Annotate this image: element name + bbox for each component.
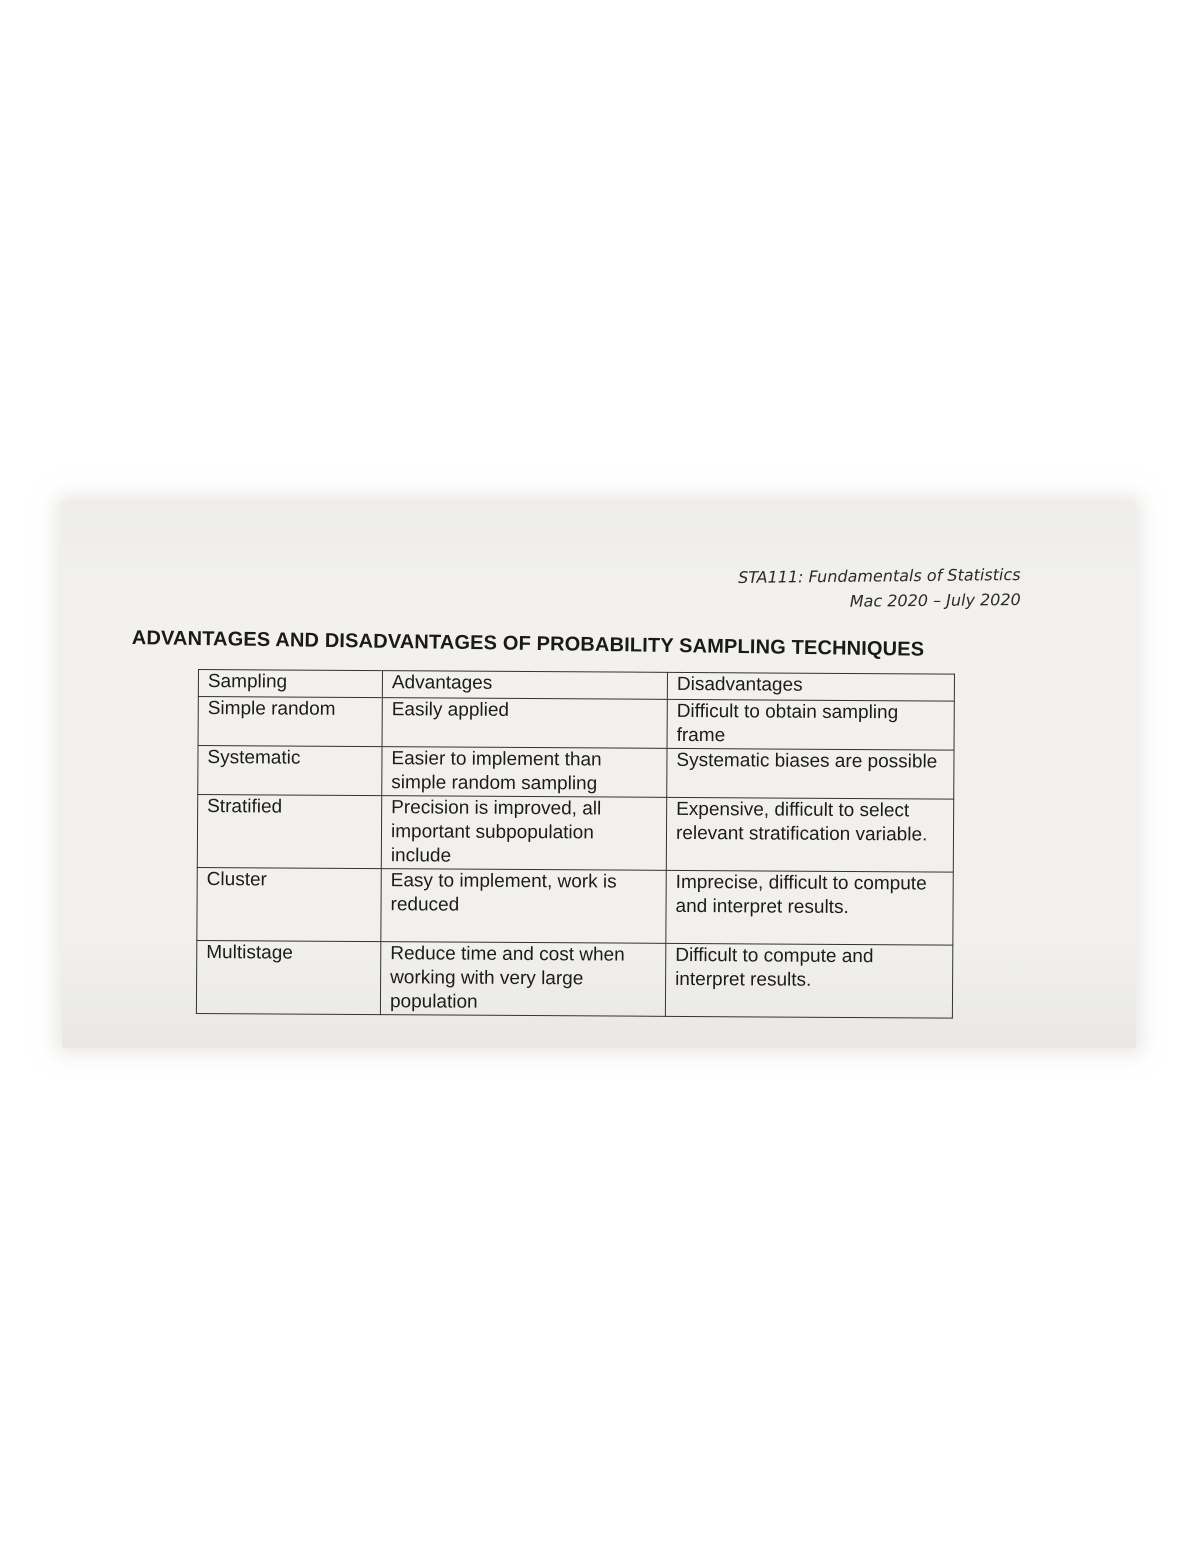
sampling-techniques-table — [196, 669, 955, 1019]
disadvantages-cell: Difficult to compute and interpret results. — [665, 943, 952, 1018]
sampling-techniques-table-container — [196, 669, 955, 1019]
page-title: ADVANTAGES AND DISADVANTAGES OF PROBABILITY SAMPLING TECHNIQUES — [131, 627, 925, 661]
advantages-cell: Precision is improved, all important subpopulation include — [381, 796, 666, 871]
disadvantages-cell: Expensive, difficult to select relevant stratification variable. — [666, 797, 953, 872]
sampling-cell: Stratified — [197, 795, 381, 869]
sampling-cell: Systematic — [198, 746, 382, 796]
disadvantages-cell: Difficult to obtain sampling frame — [667, 699, 954, 750]
table-row — [198, 697, 954, 751]
advantages-cell: Easier to implement than simple random sampling — [382, 747, 667, 798]
course-period: Mac 2020 – July 2020 — [849, 589, 1021, 611]
sampling-cell: Multistage — [196, 940, 380, 1014]
course-name: STA111: Fundamentals of Statistics — [737, 564, 1021, 587]
table-row — [196, 940, 952, 1018]
table-row — [198, 746, 954, 800]
table-row — [197, 867, 953, 945]
table-row — [197, 795, 953, 873]
disadvantages-cell: Systematic biases are possible — [667, 748, 954, 799]
advantages-cell: Easily applied — [382, 698, 667, 749]
column-header-sampling: Sampling — [198, 670, 382, 698]
sampling-cell: Simple random — [198, 697, 382, 747]
advantages-cell: Easy to implement, work is reduced — [381, 869, 666, 944]
disadvantages-cell: Imprecise, difficult to compute and interpret results. — [666, 870, 953, 945]
advantages-cell: Reduce time and cost when working with very large population — [380, 942, 665, 1017]
sampling-cell: Cluster — [197, 867, 381, 941]
column-header-advantages: Advantages — [382, 671, 667, 700]
document-header — [738, 562, 1021, 615]
column-header-disadvantages: Disadvantages — [667, 672, 954, 701]
